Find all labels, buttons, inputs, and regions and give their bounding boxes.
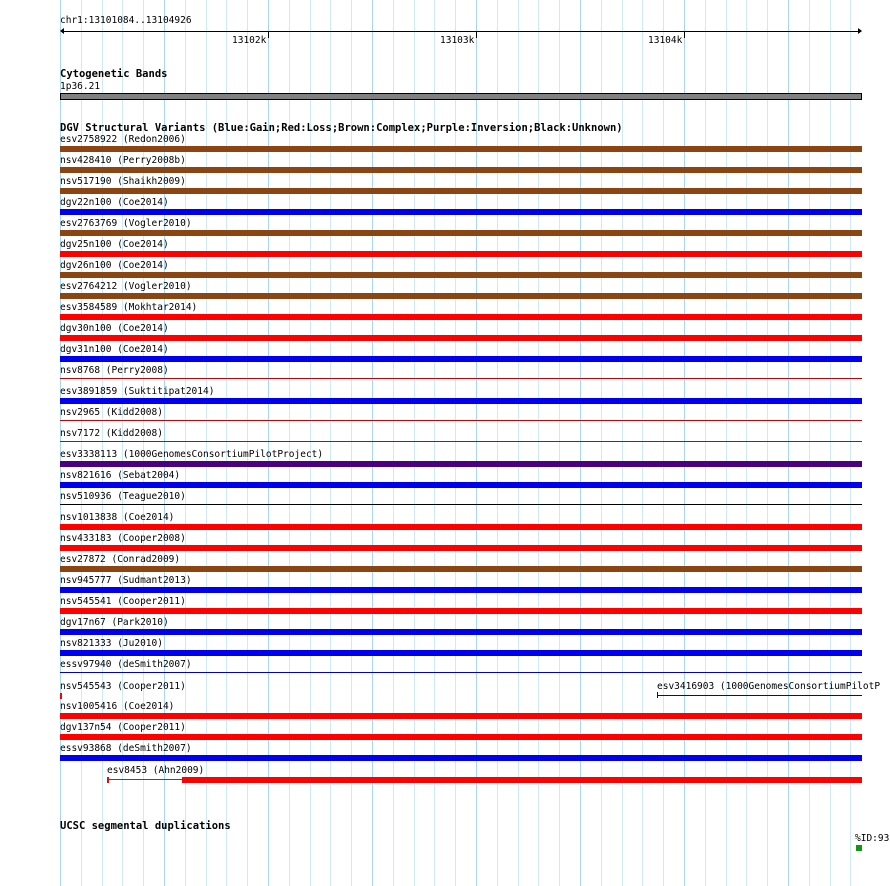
dgv-feature-label[interactable]: dgv22n100 (Coe2014)	[60, 197, 169, 208]
dgv-feature-label[interactable]: nsv821333 (Ju2010)	[60, 638, 163, 649]
dgv-feature-thin-bar[interactable]	[60, 441, 862, 442]
dgv-feature-label[interactable]: esv8453 (Ahn2009)	[107, 765, 205, 776]
dgv-feature-label[interactable]: essv97940 (deSmith2007)	[60, 659, 192, 670]
dgv-feature-bar[interactable]	[60, 650, 862, 656]
dgv-feature-label[interactable]: nsv1013838 (Coe2014)	[60, 512, 175, 523]
dgv-feature-bar[interactable]	[60, 545, 862, 551]
dgv-feature-label[interactable]: nsv433183 (Cooper2008)	[60, 533, 186, 544]
dgv-feature-label[interactable]: nsv545543 (Cooper2011)	[60, 681, 186, 692]
dgv-feature-bar[interactable]	[60, 230, 862, 236]
dgv-feature-label[interactable]: nsv510936 (Teague2010)	[60, 491, 186, 502]
dgv-feature-marker[interactable]	[107, 777, 109, 783]
dgv-feature-thin-bar[interactable]	[60, 420, 862, 421]
cytoband-label: 1p36.21	[60, 81, 101, 92]
dgv-track-title: DGV Structural Variants (Blue:Gain;Red:Loss;Brown:Complex;Purple:Inversion;Black:Unknown)	[60, 122, 623, 134]
dgv-feature-label[interactable]: nsv517190 (Shaikh2009)	[60, 176, 186, 187]
segdup-feature[interactable]	[856, 845, 862, 851]
dgv-feature-bar[interactable]	[182, 777, 862, 783]
dgv-feature-label[interactable]: essv93868 (deSmith2007)	[60, 743, 192, 754]
dgv-feature-bar[interactable]	[60, 713, 862, 719]
dgv-feature-label[interactable]: esv3416903 (1000GenomesConsortiumPilotP	[657, 681, 881, 692]
dgv-feature-bar[interactable]	[60, 398, 862, 404]
dgv-feature-bar[interactable]	[60, 566, 862, 572]
dgv-feature-bar[interactable]	[60, 314, 862, 320]
ruler-label: 13102k	[232, 35, 267, 46]
dgv-feature-bar[interactable]	[60, 356, 862, 362]
dgv-feature-label[interactable]: dgv31n100 (Coe2014)	[60, 344, 169, 355]
dgv-feature-label[interactable]: esv3338113 (1000GenomesConsortiumPilotProject)	[60, 449, 324, 460]
dgv-feature-thin-bar[interactable]	[60, 504, 862, 505]
dgv-feature-label[interactable]: esv27872 (Conrad2009)	[60, 554, 181, 565]
dgv-feature-thin-bar[interactable]	[60, 378, 862, 379]
dgv-feature-label[interactable]: nsv545541 (Cooper2011)	[60, 596, 186, 607]
dgv-feature-label[interactable]: esv3891859 (Suktitipat2014)	[60, 386, 215, 397]
cytoband-bar[interactable]	[60, 93, 862, 100]
dgv-feature-thin-bar[interactable]	[60, 672, 862, 673]
dgv-feature-label[interactable]: nsv7172 (Kidd2008)	[60, 428, 163, 439]
dgv-feature-bar[interactable]	[60, 587, 862, 593]
dgv-feature-label[interactable]: nsv945777 (Sudmant2013)	[60, 575, 192, 586]
dgv-feature-bar[interactable]	[60, 167, 862, 173]
ruler-left-arrow[interactable]	[60, 28, 64, 34]
ruler-label: 13104k	[648, 35, 683, 46]
dgv-feature-label[interactable]: dgv17n67 (Park2010)	[60, 617, 169, 628]
dgv-feature-marker[interactable]	[60, 693, 62, 699]
dgv-feature-label[interactable]: nsv821616 (Sebat2004)	[60, 470, 181, 481]
dgv-feature-label[interactable]: dgv25n100 (Coe2014)	[60, 239, 169, 250]
dgv-feature-bar[interactable]	[60, 209, 862, 215]
dgv-feature-label[interactable]: nsv2965 (Kidd2008)	[60, 407, 163, 418]
dgv-feature-label[interactable]: esv2764212 (Vogler2010)	[60, 281, 192, 292]
dgv-feature-bar[interactable]	[60, 272, 862, 278]
dgv-feature-bar[interactable]	[60, 629, 862, 635]
dgv-feature-bar[interactable]	[60, 251, 862, 257]
ruler-right-arrow[interactable]	[858, 28, 862, 34]
ruler-axis	[61, 31, 861, 32]
dgv-feature-label[interactable]: nsv1005416 (Coe2014)	[60, 701, 175, 712]
dgv-feature-bar[interactable]	[60, 335, 862, 341]
dgv-feature-bar[interactable]	[60, 755, 862, 761]
dgv-feature-bar[interactable]	[60, 608, 862, 614]
dgv-feature-bar[interactable]	[60, 188, 862, 194]
cytoband-track-title: Cytogenetic Bands	[60, 68, 168, 80]
dgv-feature-marker	[657, 692, 658, 698]
ruler-tick	[476, 31, 477, 38]
segdup-track-title: UCSC segmental duplications	[60, 820, 231, 832]
dgv-feature-bar[interactable]	[60, 524, 862, 530]
location-label: chr1:13101084..13104926	[60, 15, 192, 26]
dgv-feature-label[interactable]: dgv137n54 (Cooper2011)	[60, 722, 186, 733]
dgv-feature-label[interactable]: esv2763769 (Vogler2010)	[60, 218, 192, 229]
dgv-feature-label[interactable]: esv2758922 (Redon2006)	[60, 134, 186, 145]
dgv-feature-bar[interactable]	[60, 734, 862, 740]
dgv-feature-label[interactable]: nsv428410 (Perry2008b)	[60, 155, 186, 166]
ruler-tick	[684, 31, 685, 38]
segdup-identity-label: %ID:93	[855, 833, 890, 844]
ruler-label: 13103k	[440, 35, 475, 46]
dgv-feature-bar[interactable]	[60, 482, 862, 488]
dgv-feature-label[interactable]: esv3584589 (Mokhtar2014)	[60, 302, 198, 313]
dgv-feature-label[interactable]: dgv30n100 (Coe2014)	[60, 323, 169, 334]
dgv-feature-label[interactable]: dgv26n100 (Coe2014)	[60, 260, 169, 271]
dgv-feature-gap-line	[107, 779, 182, 780]
dgv-feature-thin-bar[interactable]	[657, 695, 862, 696]
ruler-tick	[268, 31, 269, 38]
dgv-feature-bar[interactable]	[60, 146, 862, 152]
dgv-feature-bar[interactable]	[60, 293, 862, 299]
dgv-feature-bar[interactable]	[60, 461, 862, 467]
dgv-feature-label[interactable]: nsv8768 (Perry2008)	[60, 365, 169, 376]
